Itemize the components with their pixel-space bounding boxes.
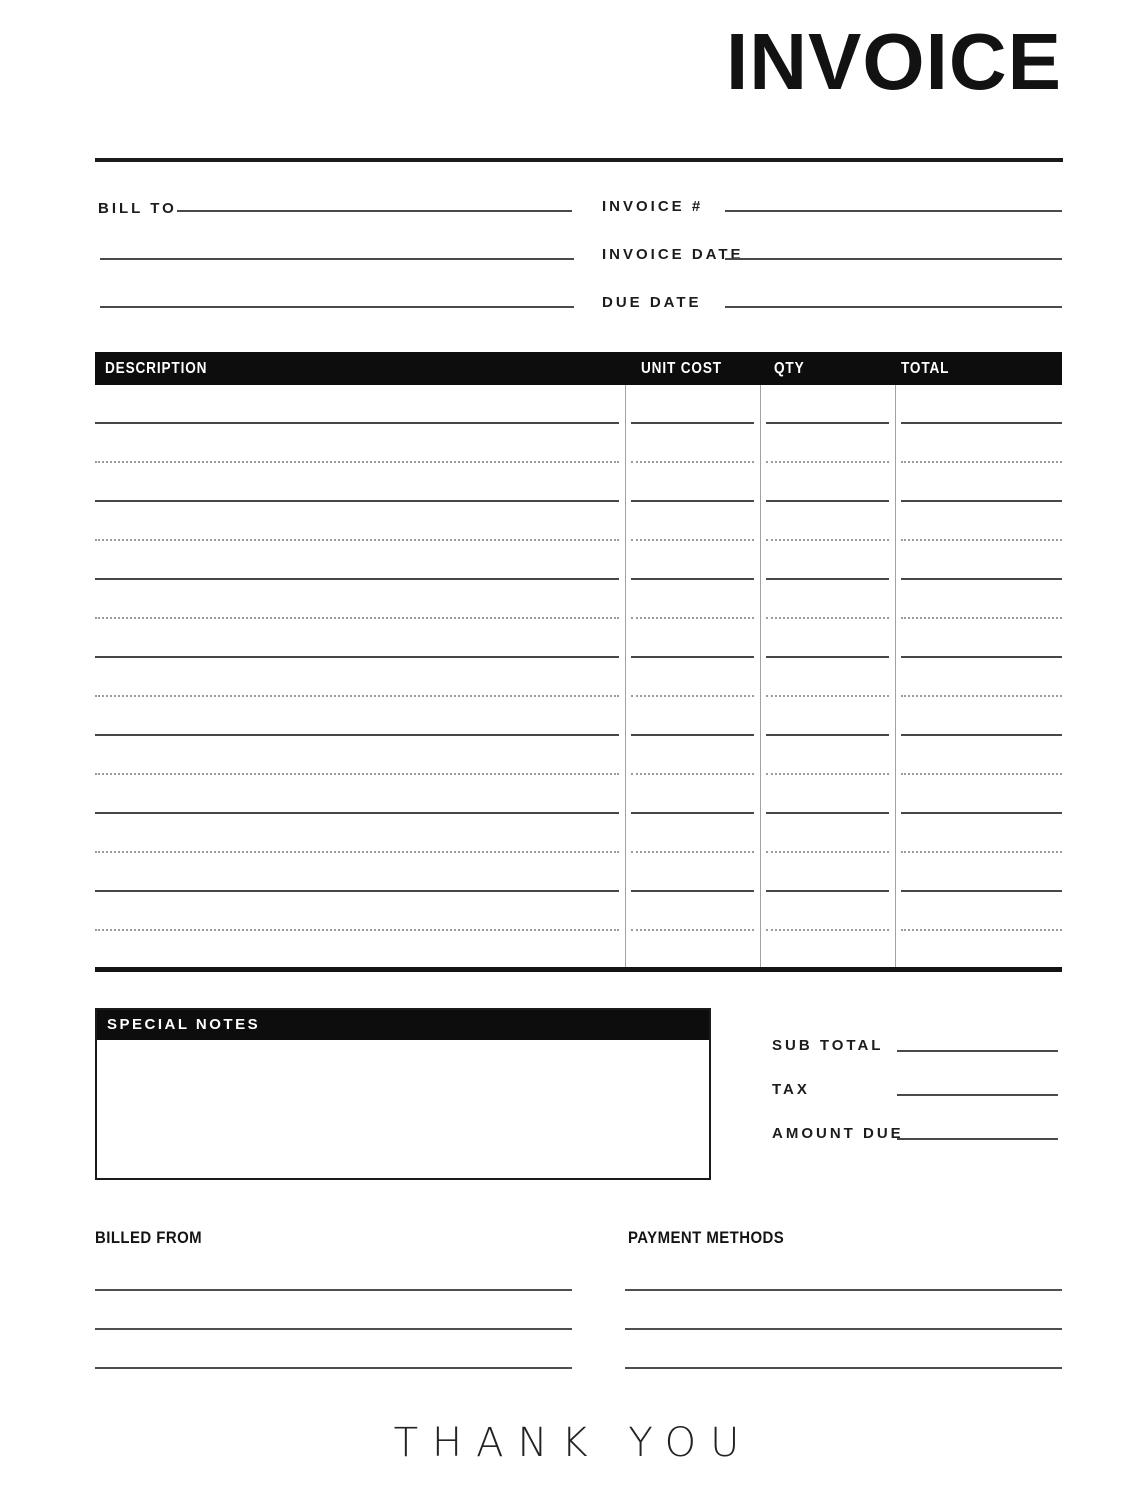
- invoice-meta-section: [602, 196, 1062, 326]
- cell-qty[interactable]: [760, 463, 895, 502]
- cell-unit-cost[interactable]: [625, 775, 760, 814]
- payment-methods-label: PAYMENT METHODS: [628, 1228, 785, 1247]
- invoice-number-row: [602, 196, 1062, 226]
- table-row: [95, 775, 1062, 814]
- table-row: [95, 463, 1062, 502]
- bill-to-label: BILL TO: [98, 200, 177, 217]
- cell-total[interactable]: [895, 385, 1062, 424]
- column-header-unit-cost-label: UNIT COST: [641, 360, 722, 377]
- cell-unit-cost[interactable]: [625, 619, 760, 658]
- cell-qty[interactable]: [760, 541, 895, 580]
- cell-total[interactable]: [895, 541, 1062, 580]
- write-line: [95, 929, 619, 931]
- cell-description[interactable]: [95, 619, 625, 658]
- cell-description[interactable]: [95, 424, 625, 463]
- cell-unit-cost[interactable]: [625, 424, 760, 463]
- write-line[interactable]: [95, 1291, 572, 1330]
- sub-total-row: [772, 1035, 1058, 1065]
- cell-qty[interactable]: [760, 697, 895, 736]
- cell-description[interactable]: [95, 814, 625, 853]
- table-row: [95, 502, 1062, 541]
- cell-description[interactable]: [95, 853, 625, 892]
- invoice-date-label: INVOICE DATE: [602, 246, 744, 263]
- cell-description[interactable]: [95, 502, 625, 541]
- cell-qty[interactable]: [760, 736, 895, 775]
- cell-total[interactable]: [895, 697, 1062, 736]
- cell-unit-cost[interactable]: [625, 502, 760, 541]
- cell-description[interactable]: [95, 541, 625, 580]
- amount-due-label: AMOUNT DUE: [772, 1125, 904, 1142]
- write-line[interactable]: [625, 1291, 1062, 1330]
- table-row: [95, 736, 1062, 775]
- cell-unit-cost[interactable]: [625, 463, 760, 502]
- cell-total[interactable]: [895, 619, 1062, 658]
- cell-total[interactable]: [895, 814, 1062, 853]
- cell-description[interactable]: [95, 892, 625, 931]
- column-header-description: [95, 352, 625, 385]
- cell-unit-cost[interactable]: [625, 541, 760, 580]
- write-line: [766, 929, 889, 931]
- cell-description[interactable]: [95, 463, 625, 502]
- cell-total[interactable]: [895, 502, 1062, 541]
- cell-description[interactable]: [95, 385, 625, 424]
- billed-from-label: BILLED FROM: [95, 1228, 203, 1247]
- items-table-header: [95, 352, 1062, 385]
- cell-total[interactable]: [895, 892, 1062, 931]
- bill-to-field-1[interactable]: [177, 210, 572, 212]
- cell-description[interactable]: [95, 658, 625, 697]
- cell-qty[interactable]: [760, 580, 895, 619]
- table-row: [95, 541, 1062, 580]
- cell-unit-cost[interactable]: [625, 892, 760, 931]
- cell-qty[interactable]: [760, 502, 895, 541]
- bill-to-field-2[interactable]: [100, 258, 574, 260]
- tax-label: TAX: [772, 1081, 810, 1098]
- tax-row: [772, 1079, 1058, 1109]
- invoice-number-field[interactable]: [725, 210, 1062, 212]
- invoice-number-label: INVOICE #: [602, 198, 704, 215]
- column-header-total-label: TOTAL: [901, 360, 950, 377]
- column-header-qty-label: QTY: [774, 360, 805, 377]
- cell-unit-cost[interactable]: [625, 385, 760, 424]
- table-row: [95, 658, 1062, 697]
- page-title: INVOICE: [726, 17, 1062, 106]
- cell-total[interactable]: [895, 424, 1062, 463]
- write-line[interactable]: [95, 1252, 572, 1291]
- thank-you-text: THANK YOU: [393, 1420, 754, 1466]
- cell-description[interactable]: [95, 736, 625, 775]
- write-line: [631, 929, 754, 931]
- cell-qty[interactable]: [760, 658, 895, 697]
- sub-total-field[interactable]: [897, 1050, 1058, 1052]
- bill-to-field-3[interactable]: [100, 306, 574, 308]
- column-header-qty: [760, 352, 895, 385]
- cell-qty[interactable]: [760, 775, 895, 814]
- cell-qty[interactable]: [760, 385, 895, 424]
- write-line: [901, 929, 1062, 931]
- cell-unit-cost[interactable]: [625, 658, 760, 697]
- cell-total[interactable]: [895, 853, 1062, 892]
- cell-qty[interactable]: [760, 619, 895, 658]
- cell-total[interactable]: [895, 658, 1062, 697]
- amount-due-field[interactable]: [897, 1138, 1058, 1140]
- table-row: [95, 814, 1062, 853]
- write-line[interactable]: [625, 1330, 1062, 1369]
- column-header-total: [895, 352, 1062, 385]
- table-row: [95, 424, 1062, 463]
- bill-to-section: [95, 196, 574, 316]
- due-date-field[interactable]: [725, 306, 1062, 308]
- cell-unit-cost[interactable]: [625, 697, 760, 736]
- sub-total-label: SUB TOTAL: [772, 1037, 884, 1054]
- special-notes-field[interactable]: [97, 1040, 709, 1178]
- cell-qty[interactable]: [760, 424, 895, 463]
- cell-description[interactable]: [95, 697, 625, 736]
- table-row: [95, 853, 1062, 892]
- due-date-row: [602, 292, 1062, 322]
- write-line[interactable]: [625, 1252, 1062, 1291]
- cell-qty[interactable]: [760, 853, 895, 892]
- items-table-body: [95, 385, 1062, 972]
- invoice-date-field[interactable]: [725, 258, 1062, 260]
- payment-methods-fields: [625, 1252, 1062, 1369]
- due-date-label: DUE DATE: [602, 294, 702, 311]
- cell-total[interactable]: [895, 580, 1062, 619]
- cell-unit-cost[interactable]: [625, 814, 760, 853]
- amount-due-row: [772, 1123, 1058, 1153]
- table-row: [95, 892, 1062, 931]
- table-row: [95, 619, 1062, 658]
- cell-qty[interactable]: [760, 892, 895, 931]
- header-divider: [95, 158, 1063, 162]
- table-row: [95, 385, 1062, 424]
- cell-description[interactable]: [95, 775, 625, 814]
- table-row: [95, 580, 1062, 619]
- cell-qty[interactable]: [760, 814, 895, 853]
- write-line[interactable]: [95, 1330, 572, 1369]
- tax-field[interactable]: [897, 1094, 1058, 1096]
- cell-unit-cost[interactable]: [625, 736, 760, 775]
- cell-total[interactable]: [895, 736, 1062, 775]
- column-header-unit-cost: [625, 352, 760, 385]
- cell-unit-cost[interactable]: [625, 580, 760, 619]
- cell-unit-cost[interactable]: [625, 853, 760, 892]
- column-header-description-label: DESCRIPTION: [105, 360, 208, 377]
- cell-total[interactable]: [895, 463, 1062, 502]
- table-row: [95, 697, 1062, 736]
- cell-total[interactable]: [895, 775, 1062, 814]
- special-notes-label: SPECIAL NOTES: [107, 1016, 261, 1033]
- invoice-date-row: [602, 244, 1062, 274]
- special-notes-box: [95, 1008, 711, 1180]
- cell-description[interactable]: [95, 580, 625, 619]
- billed-from-fields: [95, 1252, 572, 1369]
- table-bottom-rule: [95, 967, 1062, 972]
- special-notes-header: [97, 1010, 709, 1040]
